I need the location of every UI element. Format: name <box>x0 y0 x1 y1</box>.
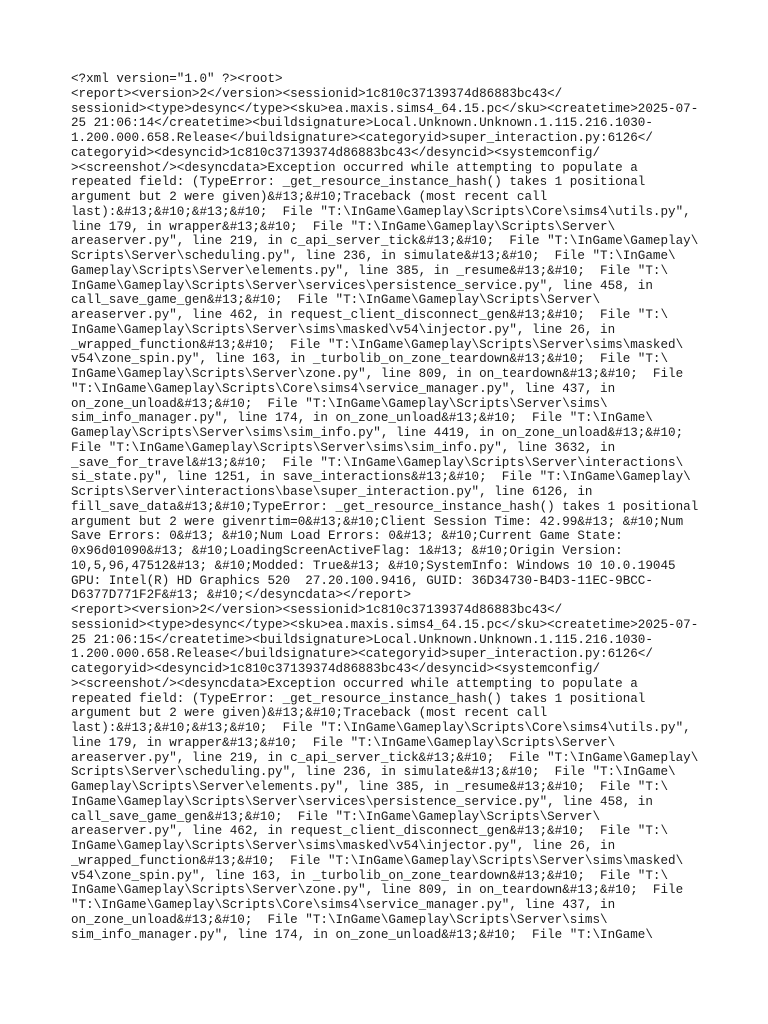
document-line: call_save_game_gen&#13;&#10; File "T:\InGame\Gameplay\Scripts\Server\ <box>71 809 601 824</box>
document-line: Gameplay\Scripts\Server\elements.py", line 385, in _resume&#13;&#10; File "T:\ <box>71 263 669 278</box>
document-line: si_state.py", line 1251, in save_interactions&#13;&#10; File "T:\InGame\Gameplay\ <box>71 470 691 485</box>
document-line: sessionid><type>desync</type><sku>ea.maxis.sims4_64.15.pc</sku><createtime>2025-07- <box>71 101 699 116</box>
document-line: categoryid><desyncid>1c810c37139374d86883bc43</desyncid><systemconfig/ <box>71 662 601 676</box>
document-line: InGame\Gameplay\Scripts\Server\zone.py", line 809, in on_teardown&#13;&#10; File <box>71 367 684 381</box>
document-line: 1.200.000.658.Release</buildsignature><categoryid>super_interaction.py:6126</ <box>71 131 653 145</box>
document-line: v54\zone_spin.py", line 163, in _turbolib_on_zone_teardown&#13;&#10; File "T:\ <box>71 352 669 367</box>
document-line: 1.200.000.658.Release</buildsignature><categoryid>super_interaction.py:6126</ <box>71 647 653 662</box>
document-line: InGame\Gameplay\Scripts\Server\services\persistence_service.py", line 458, in <box>71 794 653 809</box>
document-line: InGame\Gameplay\Scripts\Server\sims\masked\v54\injector.py", line 26, in <box>71 839 616 853</box>
document-line: Gameplay\Scripts\Server\elements.py", line 385, in _resume&#13;&#10; File "T:\ <box>71 780 669 794</box>
document-line: <?xml version="1.0" ?><root> <box>71 72 283 86</box>
document-line: ><screenshot/><desyncdata>Exception occurred while attempting to populate a <box>71 160 638 175</box>
document-line: File "T:\InGame\Gameplay\Scripts\Server\sims\sim_info.py", line 3632, in <box>71 440 616 455</box>
document-line: InGame\Gameplay\Scripts\Server\sims\masked\v54\injector.py", line 26, in <box>71 322 616 337</box>
document-line: Gameplay\Scripts\Server\sims\sim_info.py", line 4419, in on_zone_unload&#13;&#10; <box>71 426 684 440</box>
document-line: Scripts\Server\interactions\base\super_interaction.py", line 6126, in <box>71 485 593 499</box>
document-line: "T:\InGame\Gameplay\Scripts\Core\sims4\service_manager.py", line 437, in <box>71 381 616 396</box>
document-line: last):&#13;&#10;&#13;&#10; File "T:\InGame\Gameplay\Scripts\Core\sims4\utils.py", <box>71 721 691 735</box>
document-line: call_save_game_gen&#13;&#10; File "T:\InGame\Gameplay\Scripts\Server\ <box>71 293 601 308</box>
document-line: sim_info_manager.py", line 174, in on_zone_unload&#13;&#10; File "T:\InGame\ <box>71 927 653 942</box>
document-line: GPU: Intel(R) HD Graphics 520 27.20.100.9416, GUID: 36D34730-B4D3-11EC-9BCC- <box>71 573 653 588</box>
document-line: D6377D771F2F&#13; &#10;</desyncdata></report> <box>71 588 412 603</box>
document-line: argument but 2 were givenrtim=0&#13;&#10;Client Session Time: 42.99&#13; &#10;Num <box>71 514 684 529</box>
document-line: _wrapped_function&#13;&#10; File "T:\InGame\Gameplay\Scripts\Server\sims\masked\ <box>71 337 684 352</box>
document-line: Scripts\Server\scheduling.py", line 236, in simulate&#13;&#10; File "T:\InGame\ <box>71 765 676 780</box>
document-line: repeated field: (TypeError: _get_resource_instance_hash() takes 1 positional <box>71 175 646 190</box>
document-line: <report><version>2</version><sessionid>1c810c37139374d86883bc43</ <box>71 86 563 101</box>
document-body <box>71 72 711 942</box>
document-line: categoryid><desyncid>1c810c37139374d86883bc43</desyncid><systemconfig/ <box>71 145 601 160</box>
document-line: _wrapped_function&#13;&#10; File "T:\InGame\Gameplay\Scripts\Server\sims\masked\ <box>71 853 684 868</box>
document-line: Save Errors: 0&#13; &#10;Num Load Errors: 0&#13; &#10;Current Game State: <box>71 529 623 544</box>
document-line: "T:\InGame\Gameplay\Scripts\Core\sims4\service_manager.py", line 437, in <box>71 898 616 912</box>
document-line: InGame\Gameplay\Scripts\Server\services\persistence_service.py", line 458, in <box>71 278 653 293</box>
document-line: sessionid><type>desync</type><sku>ea.maxis.sims4_64.15.pc</sku><createtime>2025-07- <box>71 617 699 632</box>
document-line: <report><version>2</version><sessionid>1c810c37139374d86883bc43</ <box>71 603 563 617</box>
document-line: on_zone_unload&#13;&#10; File "T:\InGame\Gameplay\Scripts\Server\sims\ <box>71 396 608 411</box>
document-line: areaserver.py", line 462, in request_client_disconnect_gen&#13;&#10; File "T:\ <box>71 824 669 839</box>
document-line: argument but 2 were given)&#13;&#10;Traceback (most recent call <box>71 706 548 721</box>
document-line: sim_info_manager.py", line 174, in on_zone_unload&#13;&#10; File "T:\InGame\ <box>71 411 653 426</box>
document-line: argument but 2 were given)&#13;&#10;Traceback (most recent call <box>71 190 548 204</box>
document-line: last):&#13;&#10;&#13;&#10; File "T:\InGame\Gameplay\Scripts\Core\sims4\utils.py", <box>71 204 691 219</box>
document-line: repeated field: (TypeError: _get_resource_instance_hash() takes 1 positional <box>71 691 646 706</box>
document-line: on_zone_unload&#13;&#10; File "T:\InGame\Gameplay\Scripts\Server\sims\ <box>71 912 608 927</box>
document-line: 0x96d01090&#13; &#10;LoadingScreenActiveFlag: 1&#13; &#10;Origin Version: <box>71 544 623 558</box>
document-line: ><screenshot/><desyncdata>Exception occurred while attempting to populate a <box>71 676 638 691</box>
document-line: fill_save_data&#13;&#10;TypeError: _get_resource_instance_hash() takes 1 positional <box>71 499 699 514</box>
document-line: 25 21:06:14</createtime><buildsignature>Local.Unknown.Unknown.1.115.216.1030- <box>71 116 653 131</box>
document-line: line 179, in wrapper&#13;&#10; File "T:\InGame\Gameplay\Scripts\Server\ <box>71 219 616 234</box>
document-line: areaserver.py", line 462, in request_client_disconnect_gen&#13;&#10; File "T:\ <box>71 308 669 322</box>
document-line: InGame\Gameplay\Scripts\Server\zone.py", line 809, in on_teardown&#13;&#10; File <box>71 883 684 898</box>
document-line: 25 21:06:15</createtime><buildsignature>Local.Unknown.Unknown.1.115.216.1030- <box>71 632 653 647</box>
document-line: 10,5,96,47512&#13; &#10;Modded: True&#13; &#10;SystemInfo: Windows 10 10.0.19045 <box>71 558 676 573</box>
document-line: v54\zone_spin.py", line 163, in _turbolib_on_zone_teardown&#13;&#10; File "T:\ <box>71 868 669 883</box>
document-line: areaserver.py", line 219, in c_api_server_tick&#13;&#10; File "T:\InGame\Gameplay\ <box>71 234 699 249</box>
document-line: areaserver.py", line 219, in c_api_server_tick&#13;&#10; File "T:\InGame\Gameplay\ <box>71 750 699 765</box>
document-line: Scripts\Server\scheduling.py", line 236, in simulate&#13;&#10; File "T:\InGame\ <box>71 249 676 263</box>
document-line: line 179, in wrapper&#13;&#10; File "T:\InGame\Gameplay\Scripts\Server\ <box>71 735 616 750</box>
document-line: _save_for_travel&#13;&#10; File "T:\InGame\Gameplay\Scripts\Server\interactions\ <box>71 455 684 470</box>
